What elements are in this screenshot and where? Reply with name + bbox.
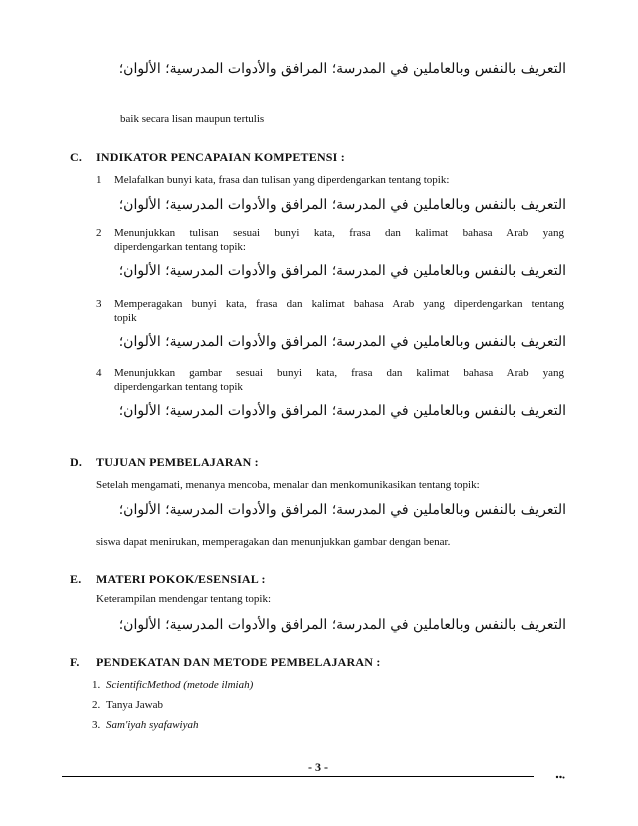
- method-1-number: 1.: [92, 679, 101, 691]
- arabic-topic-line: التعريف بالنفس وبالعاملين في المدرسة؛ المرافق والأدوات المدرسية؛ الألوان؛: [118, 334, 566, 350]
- item-c2-line2: diperdengarkan tentang topik:: [114, 241, 246, 253]
- method-3-text: Sam'iyah syafawiyah: [106, 719, 199, 731]
- arabic-topic-line: التعريف بالنفس وبالعاملين في المدرسة؛ المرافق والأدوات المدرسية؛ الألوان؛: [118, 61, 566, 77]
- method-2-text: Tanya Jawab: [106, 699, 163, 711]
- item-c4-line1: Menunjukkan gambar sesuai bunyi kata, frasa dan kalimat bahasa Arab yang: [114, 367, 564, 379]
- arabic-topic-line: التعريف بالنفس وبالعاملين في المدرسة؛ المرافق والأدوات المدرسية؛ الألوان؛: [118, 403, 566, 419]
- section-d-title: TUJUAN PEMBELAJARAN :: [96, 455, 259, 469]
- intro-continuation: baik secara lisan maupun tertulis: [120, 113, 265, 125]
- item-c3-line1: Memperagakan bunyi kata, frasa dan kalimat bahasa Arab yang diperdengarkan tentang: [114, 298, 564, 310]
- item-c2-line1: Menunjukkan tulisan sesuai bunyi kata, frasa dan kalimat bahasa Arab yang: [114, 227, 564, 239]
- arabic-topic-line: التعريف بالنفس وبالعاملين في المدرسة؛ المرافق والأدوات المدرسية؛ الألوان؛: [118, 263, 566, 279]
- item-c2-number: 2: [96, 227, 102, 239]
- section-c-letter: C.: [70, 150, 83, 164]
- section-d-letter: D.: [70, 455, 83, 469]
- section-d-outro: siswa dapat menirukan, memperagakan dan menunjukkan gambar dengan benar.: [96, 536, 451, 548]
- section-e-letter: E.: [70, 572, 82, 586]
- page-number: - 3 -: [308, 760, 328, 774]
- arabic-topic-line: التعريف بالنفس وبالعاملين في المدرسة؛ المرافق والأدوات المدرسية؛ الألوان؛: [118, 197, 566, 213]
- method-2-number: 2.: [92, 699, 101, 711]
- section-e-text: Keterampilan mendengar tentang topik:: [96, 593, 272, 605]
- footer-rule: [62, 776, 534, 777]
- item-c3-line2: topik: [114, 312, 137, 324]
- section-e-title: MATERI POKOK/ESENSIAL :: [96, 572, 266, 586]
- item-c3-number: 3: [96, 298, 102, 310]
- section-c-title: INDIKATOR PENCAPAIAN KOMPETENSI :: [96, 150, 345, 164]
- section-f-title: PENDEKATAN DAN METODE PEMBELAJARAN :: [96, 655, 381, 669]
- method-3-number: 3.: [92, 719, 101, 731]
- section-d-intro: Setelah mengamati, menanya mencoba, menalar dan menkomunikasikan tentang topik:: [96, 479, 480, 491]
- item-c1-text: Melafalkan bunyi kata, frasa dan tulisan yang diperdengarkan tentang topik:: [114, 174, 450, 186]
- item-c4-number: 4: [96, 367, 102, 379]
- method-1-text: ScientificMethod (metode ilmiah): [106, 679, 254, 691]
- section-f-letter: F.: [70, 655, 80, 669]
- arabic-topic-line: التعريف بالنفس وبالعاملين في المدرسة؛ المرافق والأدوات المدرسية؛ الألوان؛: [118, 617, 566, 633]
- item-c1-number: 1: [96, 174, 102, 186]
- arabic-topic-line: التعريف بالنفس وبالعاملين في المدرسة؛ المرافق والأدوات المدرسية؛ الألوان؛: [118, 502, 566, 518]
- crescent-logo-icon: [536, 762, 566, 784]
- item-c4-line2: diperdengarkan tentang topik: [114, 381, 243, 393]
